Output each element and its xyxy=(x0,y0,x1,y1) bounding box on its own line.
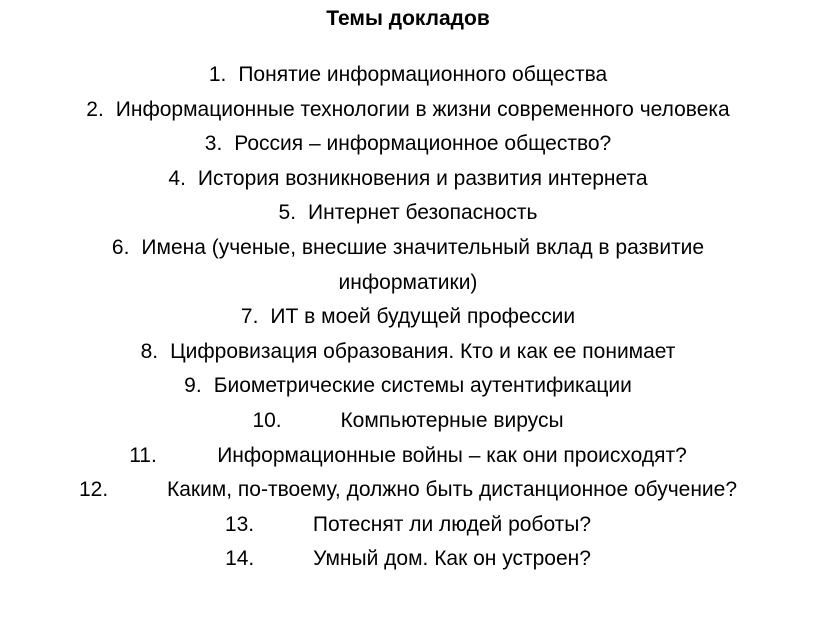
item-number: 6. xyxy=(111,235,130,259)
item-text-continuation: информатики) xyxy=(338,270,478,294)
topics-list xyxy=(0,58,816,577)
item-text: Потеснят ли людей роботы? xyxy=(312,512,592,536)
item-number: 14. xyxy=(225,547,255,571)
list-item xyxy=(0,162,816,197)
page-title: Темы докладов xyxy=(326,7,490,30)
item-number: 5. xyxy=(278,201,297,225)
item-number: 12. xyxy=(78,478,109,502)
item-text: Россия – информационное общество? xyxy=(234,132,612,156)
item-text: Интернет безопасность xyxy=(308,201,538,225)
list-item xyxy=(0,369,816,404)
item-text: Компьютерные вирусы xyxy=(340,408,564,432)
item-number: 2. xyxy=(86,97,104,121)
item-number: 9. xyxy=(184,374,202,398)
item-text: Информационные технологии в жизни современного человека xyxy=(115,97,730,121)
item-number: 7. xyxy=(240,305,259,329)
item-number: 4. xyxy=(168,166,186,190)
list-item xyxy=(0,300,816,335)
list-item xyxy=(0,196,816,231)
item-text: Цифровизация образования. Кто и как ее понимает xyxy=(170,339,676,363)
item-number: 10. xyxy=(252,408,282,432)
list-item xyxy=(0,231,816,300)
item-text: Умный дом. Как он устроен? xyxy=(313,547,591,571)
item-number: 8. xyxy=(140,339,159,363)
list-item xyxy=(0,473,816,508)
item-number: 11. xyxy=(129,443,157,467)
list-item xyxy=(0,335,816,370)
item-text: Информационные войны – как они происходят? xyxy=(217,443,687,467)
item-number: 1. xyxy=(208,63,227,86)
item-number: 13. xyxy=(224,512,255,536)
item-text: ИТ в моей будущей профессии xyxy=(270,305,576,329)
item-text: Каким, по-твоему, должно быть дистанционное обучение? xyxy=(166,478,738,502)
item-number: 3. xyxy=(204,132,223,156)
list-item xyxy=(0,58,816,93)
list-item xyxy=(0,404,816,439)
list-item xyxy=(0,542,816,577)
list-item xyxy=(0,508,816,543)
item-text: Понятие информационного общества xyxy=(238,63,608,86)
item-text: Биометрические системы аутентификации xyxy=(213,374,632,398)
item-text: История возникновения и развития интернета xyxy=(197,166,648,190)
list-item xyxy=(0,439,816,474)
list-item xyxy=(0,127,816,162)
item-text: Имена (ученые, внесшие значительный вклад в развитие xyxy=(141,235,705,259)
list-item xyxy=(0,93,816,128)
